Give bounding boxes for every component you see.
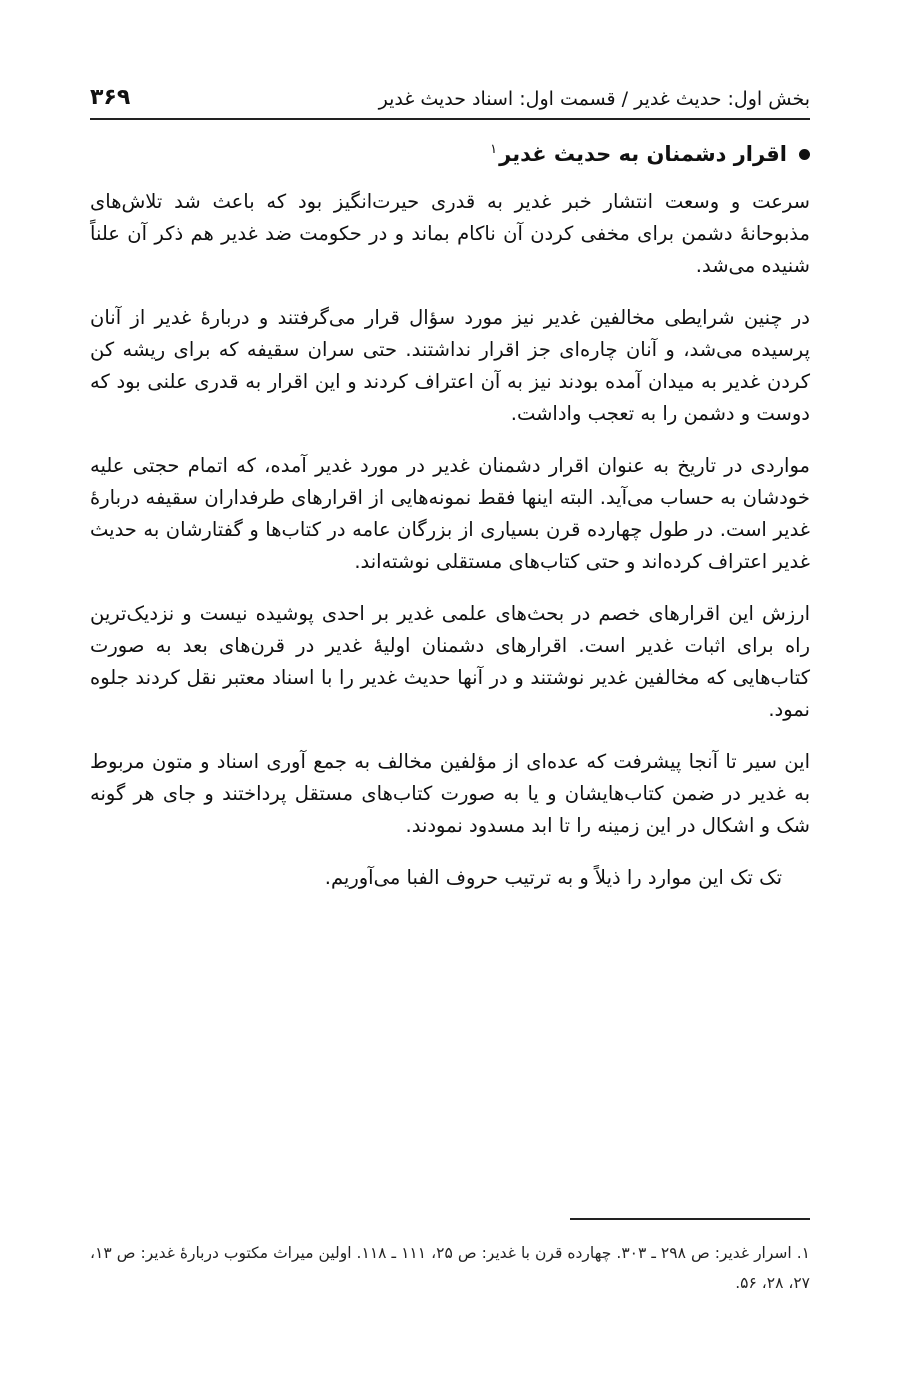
paragraph-1: سرعت و وسعت انتشار خبر غدیر به قدری حیرت‌انگیز بود که باعث شد تلاش‌های مذبوحانهٔ دشمن برای مخفی کردن آن ناکام بماند و در حکومت ضد غدیر هم ذکر آن علناً شنیده می‌شد. [90,190,810,277]
paragraph-3: مواردی در تاریخ به عنوان اقرار دشمنان غدیر در مورد غدیر آمده، که اتمام حجتی علیه خودشان به حساب می‌آید. البته اینها فقط نمونه‌هایی از اقرارهای طرفداران سقیفه دربارهٔ غدیر است. در طول چهارده قرن بسیاری از بزرگان عامه در کتاب‌ها و گفتارشان به حدیث غدیر اعتراف کرده‌اند و حتی کتاب‌های مستقلی نوشته‌اند. [90,454,810,573]
body-text [90,186,810,914]
footnote-rule [570,1218,810,1220]
book-page [90,0,810,1390]
header-title: بخش اول: حدیث غدیر / قسمت اول: اسناد حدیث غدیر [378,88,810,110]
page-number: ۳۶۹ [90,85,131,110]
footnote-mark: ۱ [490,142,498,157]
header-rule [90,118,810,120]
section-heading [90,142,810,166]
paragraph-2: در چنین شرایطی مخالفین غدیر نیز مورد سؤال قرار می‌گرفتند و دربارهٔ غدیر از آنان پرسیده می‌شد، و آنان چاره‌ای جز اقرار نداشتند. حتی سران سقیفه که برای ریشه کن کردن غدیر به میدان آمده بودند نیز به آن اعتراف کردند و این اقرار به قدری علنی بود که دوست و دشمن را به تعجب واداشت. [90,306,810,425]
bullet-icon [799,149,810,160]
footnote: ۱. اسرار غدیر: ص ۲۹۸ ـ ۳۰۳. چهارده قرن با غدیر: ص ۲۵، ۱۱۱ ـ ۱۱۸. اولین میراث مکتوب دربارهٔ غدیر: ص ۱۳، ۲۷، ۲۸، ۵۶. [90,1244,810,1292]
section-heading-text: اقرار دشمنان به حدیث غدیر [499,142,787,166]
paragraph-5: این سیر تا آنجا پیشرفت که عده‌ای از مؤلفین مخالف به جمع آوری اسناد و متون مربوط به غدیر در ضمن کتاب‌هایشان و یا به صورت کتاب‌های مستقل پرداختند و جای هر گونه شک و اشکال در این زمینه را تا ابد مسدود نمودند. [90,750,810,837]
paragraph-4: ارزش این اقرارهای خصم در بحث‌های علمی غدیر بر احدی پوشیده نیست و نزدیک‌ترین راه برای اثبات غدیر است. اقرارهای دشمنان اولیهٔ غدیر در قرن‌های بعد به صورت کتاب‌هایی که مخالفین غدیر نوشتند و در آنها حدیث غدیر را با اسناد معتبر نقل کردند جلوه نمود. [90,602,810,721]
running-header [90,70,810,110]
paragraph-6: تک تک این موارد را ذیلاً و به ترتیب حروف الفبا می‌آوریم. [324,866,782,889]
